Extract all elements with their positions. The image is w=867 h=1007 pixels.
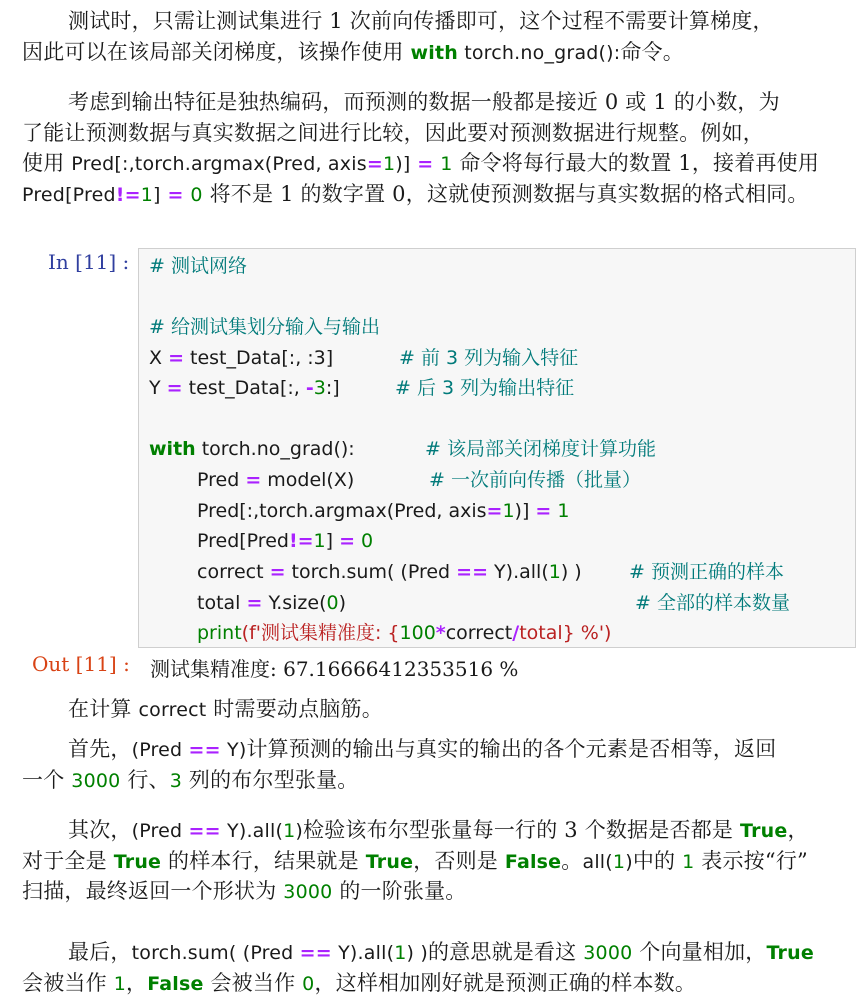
number: 3 [169, 769, 183, 792]
text: 对于全是 [22, 848, 114, 873]
string: (f'测试集精准度: { [241, 622, 400, 644]
code-line [197, 526, 373, 556]
code: ) ) [406, 942, 428, 964]
number: 1 [548, 561, 561, 583]
code: ) ) [560, 561, 582, 583]
text: 最后， [68, 940, 132, 964]
code: (Pred [131, 739, 189, 761]
code: ) [295, 820, 304, 842]
code: test_Data[:, :3] [183, 347, 334, 369]
text: 命令。 [620, 39, 684, 64]
code-line [149, 251, 247, 281]
text: 其次， [68, 818, 132, 842]
code-line [197, 588, 837, 618]
comment: # 该局部关闭梯度计算功能 [425, 438, 656, 460]
text: 命令将每行最大的数置 1，接着再使用 [452, 151, 820, 175]
number: 3000 [283, 881, 333, 903]
text: 会被当作 [203, 970, 303, 995]
code-line [197, 465, 797, 495]
operator: = [269, 561, 286, 583]
operator: != [288, 530, 314, 552]
text: 计算预测的输出与真实的输出的各个元素是否相等，返回 [246, 737, 777, 761]
operator: != [115, 183, 141, 206]
text: ，否则是 [413, 848, 505, 873]
keyword: False [147, 972, 204, 995]
comment: # 后 3 列为输出特征 [395, 377, 575, 399]
text: 会被当作 [22, 970, 114, 995]
code: )] [395, 153, 411, 175]
code: correct [138, 699, 207, 721]
text: 首先， [68, 737, 132, 761]
text: 在计算 [68, 697, 139, 721]
text: 测试时，只需让测试集进行 1 次前向传播即可，这个过程不需要计算梯度， [68, 9, 774, 33]
keyword: True [740, 820, 788, 842]
number: 3 [313, 377, 326, 399]
code-line [149, 312, 380, 342]
code: torch.no_grad(): [195, 438, 355, 460]
paragraph-4 [22, 734, 852, 795]
input-prompt: In [11] : [48, 250, 130, 274]
code-line [149, 434, 789, 464]
number: 1 [394, 942, 407, 964]
builtin-function: print [197, 622, 242, 644]
operator: == [188, 820, 221, 842]
code: correct [197, 561, 270, 583]
code: Pred[Pred [22, 183, 116, 206]
text: 扫描，最终返回一个形状为 [22, 879, 284, 903]
number: 0 [326, 592, 339, 614]
code: :] [325, 377, 340, 399]
number: 0 [302, 972, 315, 995]
code: Y) [220, 739, 247, 761]
number: 0 [190, 183, 203, 206]
text: 个向量相加， [632, 940, 767, 964]
operator: == [188, 739, 221, 761]
code: test_Data[:, [182, 377, 306, 399]
number: 1 [382, 153, 396, 175]
code: X [149, 347, 169, 369]
text: 。 [561, 848, 583, 873]
text: 了能让预测数据与真实数据之间进行比较，因此要对预测数据进行规整。例如， [22, 120, 764, 145]
text: ，这样相加刚好就是预测正确的样本数。 [314, 970, 697, 995]
operator: = [168, 347, 184, 369]
text: 列的布尔型张量。 [182, 767, 359, 792]
operator: = [486, 500, 503, 522]
text: 的意思就是看这 [427, 940, 584, 964]
number: 3000 [71, 769, 121, 792]
code: (Pred [131, 820, 189, 842]
code: model(X) [261, 469, 355, 491]
text: 的样本行，结果就是 [161, 848, 366, 873]
number: 1 [612, 850, 626, 873]
code: correct [445, 622, 513, 644]
output-prompt: Out [11] : [32, 652, 130, 676]
code: Y [149, 377, 167, 399]
operator: == [299, 942, 332, 964]
code: torch.sum( (Pred [131, 942, 300, 964]
text: 考虑到输出特征是独热编码，而预测的数据一般都是接近 0 或 1 的小数，为 [68, 90, 780, 114]
number: 3000 [583, 942, 633, 964]
code: torch.no_grad(): [457, 41, 621, 64]
operator: / [512, 622, 520, 644]
code: ) [625, 850, 633, 873]
comment: # 预测正确的样本 [629, 561, 784, 583]
number: 0 [355, 530, 374, 552]
code: ) [338, 592, 347, 614]
operator: = [410, 153, 441, 175]
number: 1 [551, 500, 570, 522]
code: Pred[:,torch.argmax(Pred, axis [71, 153, 367, 175]
code: total [197, 592, 247, 614]
text: 中的 [632, 848, 683, 873]
text: ， [125, 970, 148, 995]
number: 1 [502, 500, 515, 522]
number: 1 [313, 530, 326, 552]
code: Pred[Pred [197, 530, 289, 552]
string: total} %') [519, 622, 612, 644]
code: Y.size( [262, 592, 327, 614]
text: 的一阶张量。 [332, 879, 467, 903]
text: 因此可以在该局部关闭梯度，该操作使用 [22, 39, 411, 64]
operator: = [339, 530, 356, 552]
comment: # 全部的样本数量 [635, 592, 790, 614]
code: Y).all( [488, 561, 549, 583]
code-cell[interactable] [138, 248, 856, 648]
operator: - [305, 377, 314, 399]
keyword: True [113, 850, 162, 873]
code: )] [514, 500, 536, 522]
paragraph-3 [22, 694, 852, 725]
code: ] [153, 183, 161, 206]
code-line [149, 373, 789, 403]
text: 表示按“行” [694, 848, 808, 873]
code: ] [325, 530, 340, 552]
operator: == [456, 561, 489, 583]
code-line [149, 343, 789, 373]
number: 1 [283, 820, 296, 842]
code-line [197, 496, 569, 526]
operator: * [435, 622, 446, 644]
keyword: with [410, 41, 458, 64]
code: Pred [197, 469, 246, 491]
code: Pred[:,torch.argmax(Pred, axis [197, 500, 487, 522]
paragraph-5 [22, 815, 852, 907]
comment: # 给测试集划分输入与输出 [149, 316, 380, 338]
keyword: False [504, 850, 562, 873]
number: 1 [113, 972, 126, 995]
text: 行、 [120, 767, 170, 792]
operator: = [246, 592, 263, 614]
operator: = [160, 183, 191, 206]
code: torch.sum( (Pred [285, 561, 457, 583]
keyword: with [149, 438, 196, 460]
operator: = [535, 500, 552, 522]
code: Y).all( [220, 820, 284, 842]
paragraph-6 [22, 937, 852, 998]
code: all( [582, 850, 613, 873]
text: ， [787, 818, 809, 842]
comment: # 测试网络 [149, 255, 247, 277]
text: 时需要动点脑筋。 [206, 697, 383, 721]
text: 检验该布尔型张量每一行的 3 个数据是否都是 [303, 818, 741, 842]
paragraph-1 [22, 6, 852, 67]
number: 100 [399, 622, 436, 644]
keyword: True [365, 850, 414, 873]
cell-output: 测试集精准度: 67.16666412353516 % [150, 657, 519, 681]
paragraph-2 [22, 87, 852, 209]
keyword: True [766, 942, 814, 964]
operator: = [366, 153, 383, 175]
operator: = [245, 469, 262, 491]
operator: = [166, 377, 183, 399]
text: 一个 [22, 767, 72, 792]
code-line [197, 557, 837, 587]
code-line [197, 618, 611, 648]
text: 使用 [22, 151, 72, 175]
number: 1 [682, 850, 695, 873]
comment: # 一次前向传播（批量） [429, 469, 641, 491]
code: Y).all( [331, 942, 395, 964]
comment: # 前 3 列为输入特征 [399, 347, 579, 369]
number: 1 [440, 153, 453, 175]
number: 1 [140, 183, 154, 206]
text: 将不是 1 的数字置 0，这就使预测数据与真实数据的格式相同。 [202, 181, 809, 206]
